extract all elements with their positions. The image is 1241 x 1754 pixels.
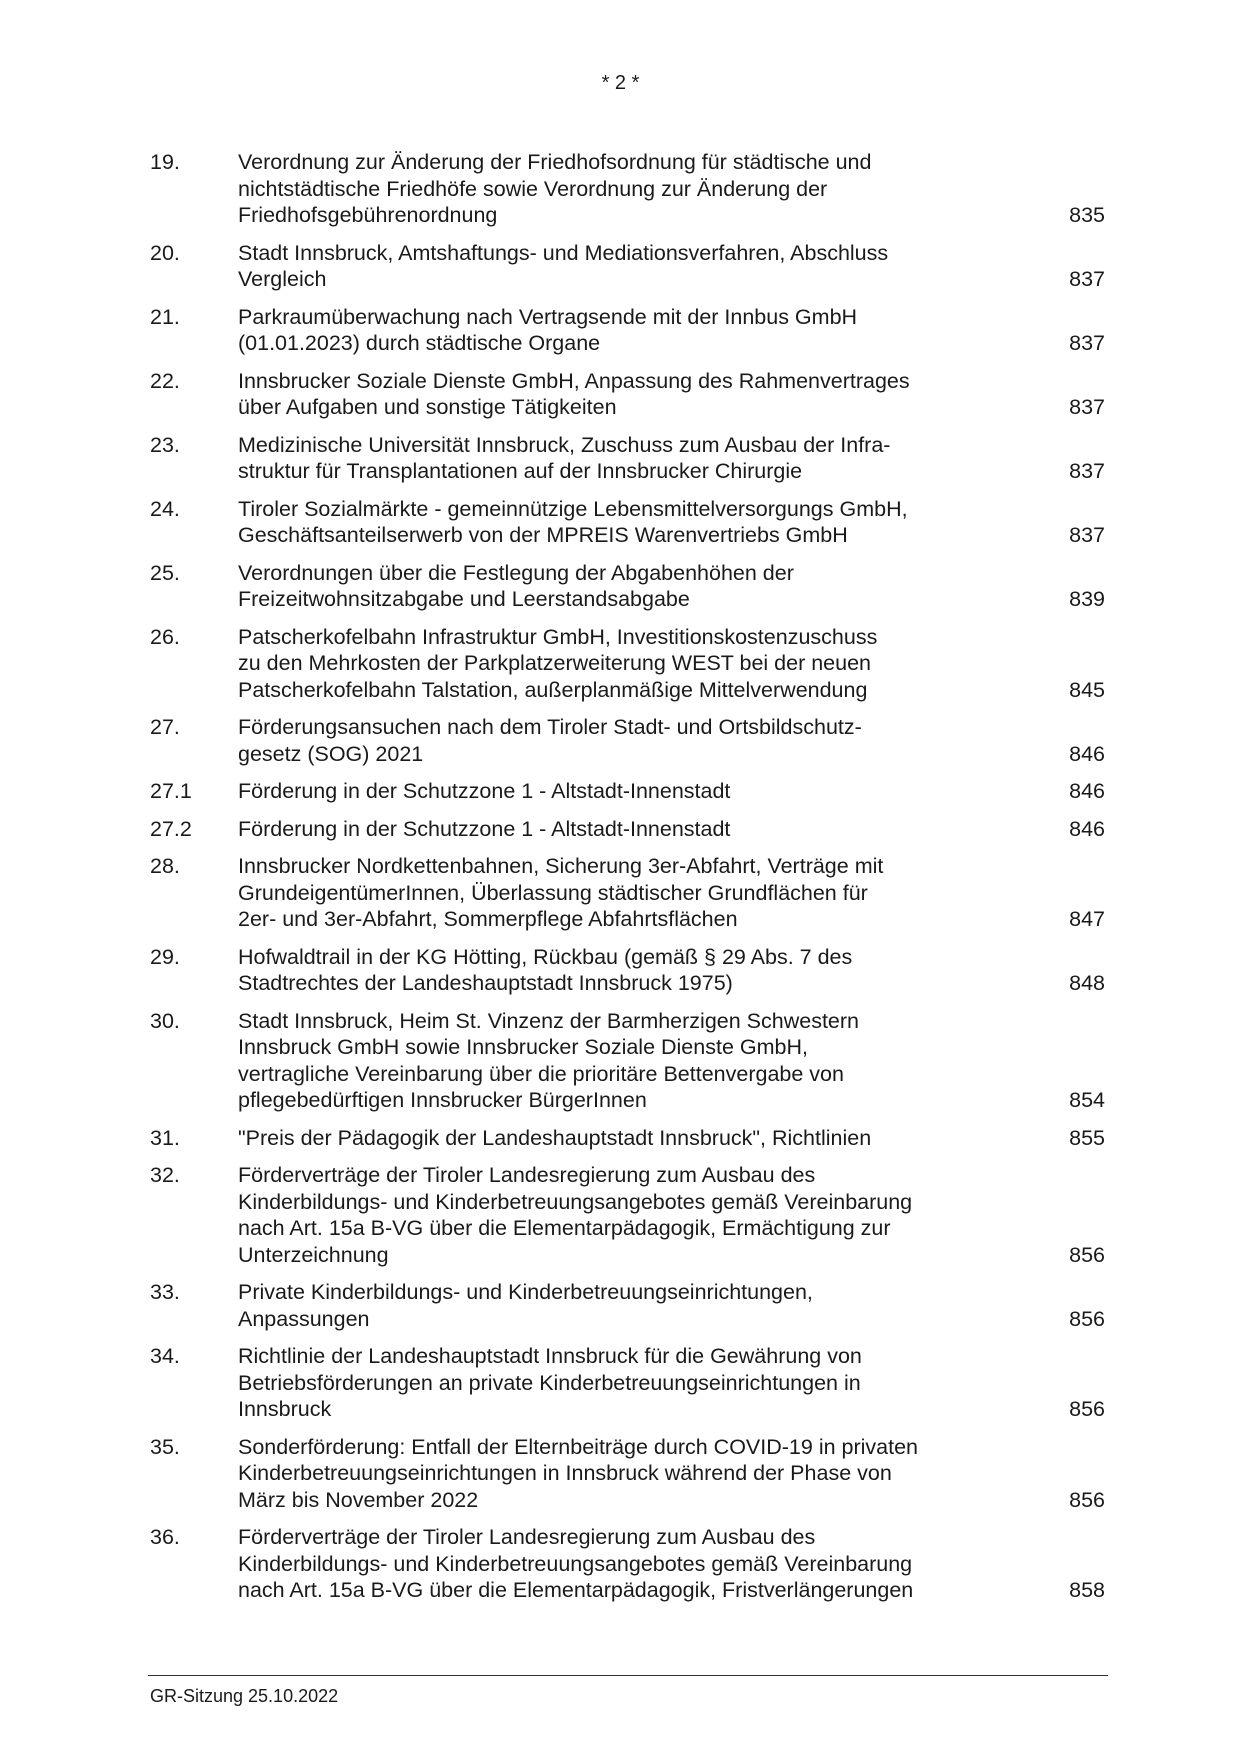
toc-entry-title: Stadt Innsbruck, Amtshaftungs- und Mediationsverfahren, Abschluss Vergleich: [238, 240, 889, 291]
toc-entry-20: [150, 240, 1105, 293]
toc-entry-31: [150, 1125, 1105, 1152]
toc-entry-title: Patscherkofelbahn Infrastruktur GmbH, Investitionskostenzuschuss zu den Mehrkosten der Parkplatzerweiterung WEST bei der neuen Patscherkofelbahn Talstation, außerplanmäßige Mittelverwendung: [238, 624, 878, 702]
table-of-contents: [150, 149, 1105, 1615]
toc-entry-number: 25.: [150, 560, 180, 585]
toc-entry-title: Förderung in der Schutzzone 1 - Altstadt-Innenstadt: [238, 779, 731, 803]
toc-entry-number: 28.: [150, 854, 180, 878]
toc-entry-title: Verordnung zur Änderung der Friedhofsordnung für städtische und nichtstädtische Friedhöfe sowie Verordnung zur Änderung der Friedhofsgebührenordnung: [238, 150, 872, 227]
toc-entry-page: 856: [1069, 1306, 1105, 1331]
toc-entry-title: Medizinische Universität Innsbruck, Zuschuss zum Ausbau der Infra- struktur für Transplantationen auf der Innsbrucker Chirurgie: [238, 432, 891, 483]
toc-entry-title: Innsbrucker Soziale Dienste GmbH, Anpassung des Rahmenvertrages über Aufgaben und sonstige Tätigkeiten: [238, 368, 910, 419]
toc-entry-title: Tiroler Sozialmärkte - gemeinnützige Lebensmittelversorgungs GmbH, Geschäftsanteilserwerb von der MPREIS Warenvertriebs GmbH: [238, 496, 908, 547]
toc-entry-21: [150, 304, 1105, 357]
toc-entry-number: 27.: [150, 715, 180, 739]
toc-entry-number: 23.: [150, 432, 180, 457]
page-number: * 2 *: [601, 72, 640, 94]
toc-entry-35: [150, 1434, 1105, 1514]
toc-entry-19: [150, 149, 1105, 229]
toc-entry-page: 846: [1069, 816, 1105, 841]
toc-entry-title: Förderung in der Schutzzone 1 - Altstadt-Innenstadt: [238, 816, 731, 841]
toc-entry-number: 32.: [150, 1163, 180, 1187]
toc-entry-title: "Preis der Pädagogik der Landeshauptstadt Innsbruck", Richtlinien: [238, 1125, 872, 1150]
toc-entry-page: 837: [1069, 459, 1105, 483]
toc-entry-page: 846: [1069, 741, 1105, 766]
toc-entry-number: 34.: [150, 1344, 180, 1368]
toc-entry-page: 837: [1069, 267, 1105, 291]
toc-entry-34: [150, 1343, 1105, 1423]
toc-entry-page: 855: [1069, 1125, 1105, 1150]
toc-entry-30: [150, 1008, 1105, 1114]
footer-session-date: GR-Sitzung 25.10.2022: [150, 1686, 339, 1706]
toc-entry-number: 19.: [150, 150, 180, 174]
toc-entry-number: 29.: [150, 944, 180, 969]
toc-entry-number: 21.: [150, 304, 180, 329]
toc-entry-32: [150, 1162, 1105, 1268]
toc-entry-title: Förderverträge der Tiroler Landesregierung zum Ausbau des Kinderbildungs- und Kinderbetreuungsangebotes gemäß Vereinbarung nach Art. 15a B-VG über die Elementarpädagogik, Fristverlängerungen: [238, 1525, 914, 1602]
toc-entry-title: Richtlinie der Landeshauptstadt Innsbruck für die Gewährung von Betriebsförderungen an private Kinderbetreuungseinrichtungen in Innsbruck: [238, 1344, 862, 1421]
toc-entry-26: [150, 624, 1105, 704]
toc-entry-24: [150, 496, 1105, 549]
toc-entry-number: 27.2: [150, 816, 192, 841]
toc-entry-page: 848: [1069, 971, 1105, 995]
toc-entry-page: 856: [1069, 1487, 1105, 1512]
toc-entry-number: 24.: [150, 496, 180, 521]
toc-entry-title: Förderverträge der Tiroler Landesregierung zum Ausbau des Kinderbildungs- und Kinderbetreuungsangebotes gemäß Vereinbarung nach Art. 15a B-VG über die Elementarpädagogik, Ermächtigung zur Unterzeichnung: [238, 1163, 913, 1267]
toc-entry-number: 20.: [150, 240, 180, 265]
toc-entry-page: 845: [1069, 677, 1105, 702]
toc-entry-number: 22.: [150, 368, 180, 393]
toc-entry-page: 854: [1069, 1088, 1105, 1112]
toc-entry-number: 30.: [150, 1008, 180, 1033]
toc-entry-page: 839: [1069, 587, 1105, 611]
toc-entry-page: 837: [1069, 523, 1105, 547]
toc-entry-36: [150, 1524, 1105, 1604]
toc-entry-title: Innsbrucker Nordkettenbahnen, Sicherung 3er-Abfahrt, Verträge mit GrundeigentümerInnen, Überlassung städtischer Grundflächen für 2er- und 3er-Abfahrt, Sommerpflege Abfahrtsflächen: [238, 854, 884, 931]
toc-entry-title: Stadt Innsbruck, Heim St. Vinzenz der Barmherzigen Schwestern Innsbruck GmbH sowie Innsbrucker Soziale Dienste GmbH, vertragliche Vereinbarung über die prioritäre Bettenvergabe von pflegebedürftigen Innsbrucker BürgerInnen: [238, 1008, 860, 1112]
toc-entry-number: 36.: [150, 1525, 180, 1549]
toc-entry-title: Private Kinderbildungs- und Kinderbetreuungseinrichtungen, Anpassungen: [238, 1280, 813, 1331]
toc-entry-page: 837: [1069, 331, 1105, 355]
toc-entry-22: [150, 368, 1105, 421]
toc-entry-33: [150, 1279, 1105, 1332]
toc-entry-25: [150, 560, 1105, 613]
toc-entry-page: 835: [1069, 203, 1105, 227]
footer-divider: [148, 1675, 1108, 1676]
toc-entry-page: 856: [1069, 1397, 1105, 1421]
toc-entry-number: 27.1: [150, 779, 192, 803]
toc-entry-page: 856: [1069, 1242, 1105, 1267]
toc-entry-page: 846: [1069, 779, 1105, 803]
toc-entry-28: [150, 853, 1105, 933]
toc-entry-27-2: [150, 816, 1105, 843]
toc-entry-27-1: [150, 778, 1105, 805]
toc-entry-number: 31.: [150, 1125, 180, 1150]
toc-entry-title: Parkraumüberwachung nach Vertragsende mit der Innbus GmbH (01.01.2023) durch städtische Organe: [238, 304, 858, 355]
toc-entry-page: 847: [1069, 907, 1105, 931]
toc-entry-27: [150, 714, 1105, 767]
toc-entry-number: 33.: [150, 1280, 180, 1304]
toc-entry-number: 35.: [150, 1434, 180, 1459]
toc-entry-title: Sonderförderung: Entfall der Elternbeiträge durch COVID-19 in privaten Kinderbetreuungseinrichtungen in Innsbruck während der Phase von März bis November 2022: [238, 1434, 919, 1512]
toc-entry-23: [150, 432, 1105, 485]
toc-entry-29: [150, 944, 1105, 997]
toc-entry-page: 858: [1069, 1578, 1105, 1602]
toc-entry-title: Hofwaldtrail in der KG Hötting, Rückbau (gemäß § 29 Abs. 7 des Stadtrechtes der Landeshauptstadt Innsbruck 1975): [238, 944, 853, 995]
toc-entry-number: 26.: [150, 624, 180, 649]
toc-entry-title: Förderungsansuchen nach dem Tiroler Stadt- und Ortsbildschutz- gesetz (SOG) 2021: [238, 715, 862, 766]
toc-entry-title: Verordnungen über die Festlegung der Abgabenhöhen der Freizeitwohnsitzabgabe und Leerstandsabgabe: [238, 560, 794, 611]
toc-entry-page: 837: [1069, 395, 1105, 419]
